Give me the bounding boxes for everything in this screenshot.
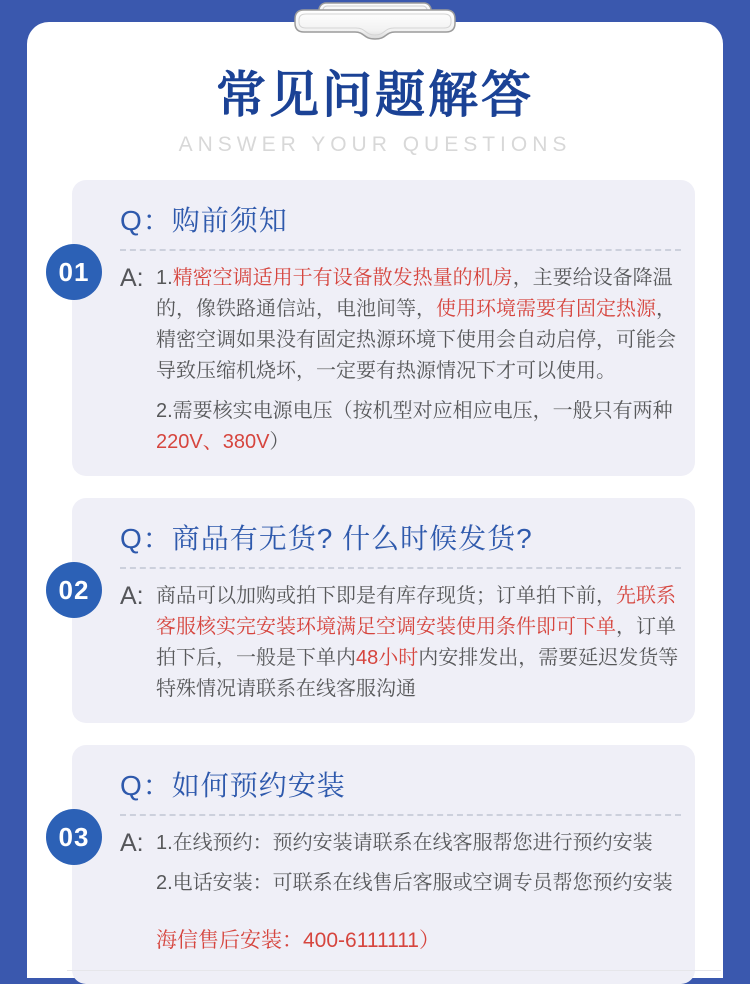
answer-paragraph: 1.在线预约：预约安装请联系在线客服帮您进行预约安装 <box>156 832 653 854</box>
answer-label: A: <box>120 264 144 292</box>
content-panel <box>27 22 723 978</box>
question-heading-2: Q：商品有无货? 什么时候发货? <box>120 523 533 554</box>
page-subtitle: ANSWER YOUR QUESTIONS <box>178 133 572 156</box>
page-title: 常见问题解答 <box>216 67 534 123</box>
number-badge-01: 01 <box>46 244 102 300</box>
answer-paragraph: 2.需要核实电源电压（按机型对应相应电压，一般只有两种220V、380V） <box>156 400 673 453</box>
answer-label: A: <box>120 829 144 857</box>
faq-card-3 <box>58 745 695 984</box>
answer-paragraph: 1.精密空调适用于有设备散发热量的机房，主要给设备降温的，像铁路通信站，电池间等，使用环境需要有固定热源，精密空调如果没有固定热源环境下使用会自动启停，可能会导致压缩机烧坏，一定要有热源情况下才可以使用。 <box>156 267 676 382</box>
answer-block-3 <box>120 828 681 956</box>
faq-card-2 <box>58 498 695 723</box>
answer-paragraph: 2.电话安装：可联系在线售后客服或空调专员帮您预约安装 <box>156 872 673 894</box>
answer-block-2 <box>120 581 681 705</box>
answer-label: A: <box>120 582 144 610</box>
number-badge-02: 02 <box>46 562 102 618</box>
dashed-divider <box>120 814 681 816</box>
faq-card-1 <box>58 180 695 476</box>
hotline-text: 海信售后安装：400-6111111） <box>156 929 440 952</box>
dashed-divider <box>120 249 681 251</box>
number-badge-03: 03 <box>46 809 102 865</box>
answer-text-3 <box>156 828 681 956</box>
question-heading-3: Q：如何预约安装 <box>120 770 346 801</box>
answer-block-1 <box>120 263 681 458</box>
question-heading-1: Q：购前须知 <box>120 205 288 236</box>
answer-paragraph: 商品可以加购或拍下即是有库存现货；订单拍下前，先联系客服核实完安装环境满足空调安装使用条件即可下单，订单拍下后，一般是下单内48小时内安排发出，需要延迟发货等特殊情况请联系在线客服沟通 <box>156 585 679 700</box>
faq-list <box>27 180 723 984</box>
clipboard-clip-icon <box>292 1 458 50</box>
answer-text-1 <box>156 263 681 458</box>
answer-text-2 <box>156 581 681 705</box>
bottom-divider <box>67 970 721 971</box>
dashed-divider <box>120 567 681 569</box>
